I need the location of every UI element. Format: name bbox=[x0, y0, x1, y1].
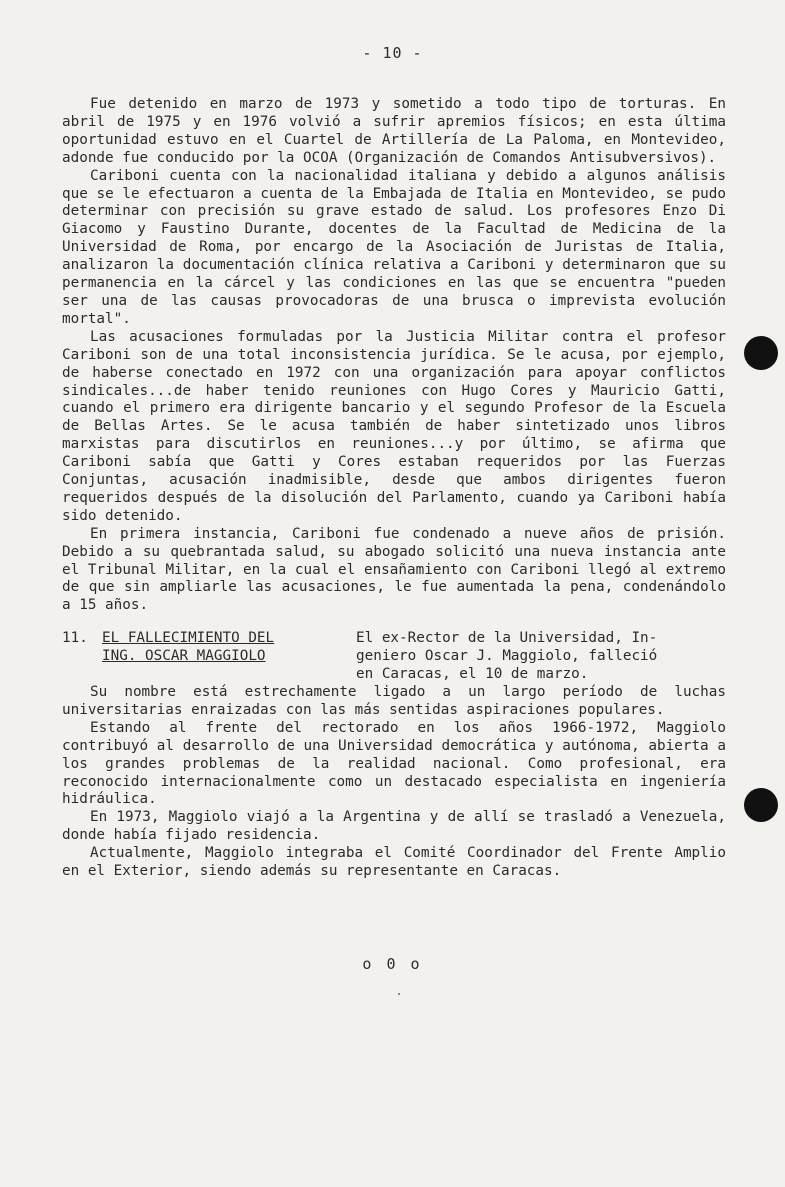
section-number: 11. bbox=[62, 630, 88, 647]
paragraph-accusations: Las acusaciones formuladas por la Justicia Militar contra el profesor Cariboni son de una total inconsistencia jurídica. Se le acusa, por ejemplo, de haberse conectado en 1972 con una organización para apoyar conflictos sindicales...de haber tenido reuniones con Hugo Cores y Mauricio Gatti, cuando el primero era dirigente bancario y el segundo Profesor de la Escuela de Bellas Artes. Se le acusa también de haber sintetizado unos libros marxistas para discutirlos en reuniones...y por último, se afirma que Cariboni sabía que Gatti y Cores estaban requeridos por las Fuerzas Conjuntas, acusación inadmisible, desde que ambos dirigentes fueron requeridos después de la disolución del Parlamento, cuando ya Cariboni había sido detenido. bbox=[62, 328, 726, 524]
page-number: - 10 - bbox=[362, 44, 423, 62]
section-lead-line-1: El ex-Rector de la Universidad, In- bbox=[356, 630, 658, 647]
section-title-line-2: ING. OSCAR MAGGIOLO bbox=[102, 648, 266, 665]
section-lead-line-2: geniero Oscar J. Maggiolo, falleció bbox=[356, 648, 658, 665]
document-body bbox=[62, 96, 726, 881]
punch-hole-upper bbox=[744, 336, 778, 370]
paragraph-detention: Fue detenido en marzo de 1973 y sometido a todo tipo de torturas. En abril de 1975 y en 1976 volvió a sufrir apremios físicos; en esta última oportunidad estuvo en el Cuartel de Artillería de La Paloma, en Montevideo, adonde fue conducido por la OCOA (Organización de Comandos Antisubversivos). bbox=[62, 96, 726, 166]
paragraph-frente-amplio: Actualmente, Maggiolo integraba el Comité Coordinador del Frente Amplio en el Exterior, siendo además su representante en Caracas. bbox=[62, 845, 726, 880]
paragraph-rectorate: Estando al frente del rectorado en los años 1966-1972, Maggiolo contribuyó al desarrollo de una Universidad democrática y autónoma, abierta a los grandes problemas de la realidad nacional. Como profesional, era reconocido internacionalmente como un destacado especialista en ingeniería hidráulica. bbox=[62, 719, 726, 808]
paragraph-legacy: Su nombre está estrechamente ligado a un largo período de luchas universitarias enraizadas con las más sentidas aspiraciones populares. bbox=[62, 684, 726, 718]
section-heading-11 bbox=[62, 630, 726, 684]
section-lead bbox=[356, 630, 726, 684]
end-mark: o 0 o bbox=[362, 955, 423, 973]
section-title-line-1: EL FALLECIMIENTO DEL bbox=[102, 630, 275, 647]
paragraph-health: Cariboni cuenta con la nacionalidad italiana y debido a algunos análisis que se le efectuaron a cuenta de la Embajada de Italia en Montevideo, se pudo determinar con precisión su grave estado de salud. Los profesores Enzo Di Giacomo y Faustino Durante, docentes de la Facultad de Medicina de la Universidad de Roma, por encargo de la Asociación de Juristas de Italia, analizaron la documentación clínica relativa a Cariboni y determinaron que su permanencia en la cárcel y las condiciones en las que se encuentra "pueden ser una de las causas provocadoras de una brusca o imprevista evolución mortal". bbox=[62, 167, 726, 327]
punch-hole-lower bbox=[744, 788, 778, 822]
paragraph-sentence: En primera instancia, Cariboni fue condenado a nueve años de prisión. Debido a su quebrantada salud, su abogado solicitó una nueva instancia ante el Tribunal Militar, en la cual el ensañamiento con Cariboni llegó al extremo de que sin ampliarle las acusaciones, le fue aumentada la pena, condenándolo a 15 años. bbox=[62, 525, 726, 614]
paper-speck bbox=[398, 993, 400, 995]
paragraph-exile: En 1973, Maggiolo viajó a la Argentina y de allí se trasladó a Venezuela, donde había fijado residencia. bbox=[62, 809, 726, 844]
section-title-block bbox=[62, 630, 356, 684]
section-lead-line-3: en Caracas, el 10 de marzo. bbox=[356, 666, 589, 683]
